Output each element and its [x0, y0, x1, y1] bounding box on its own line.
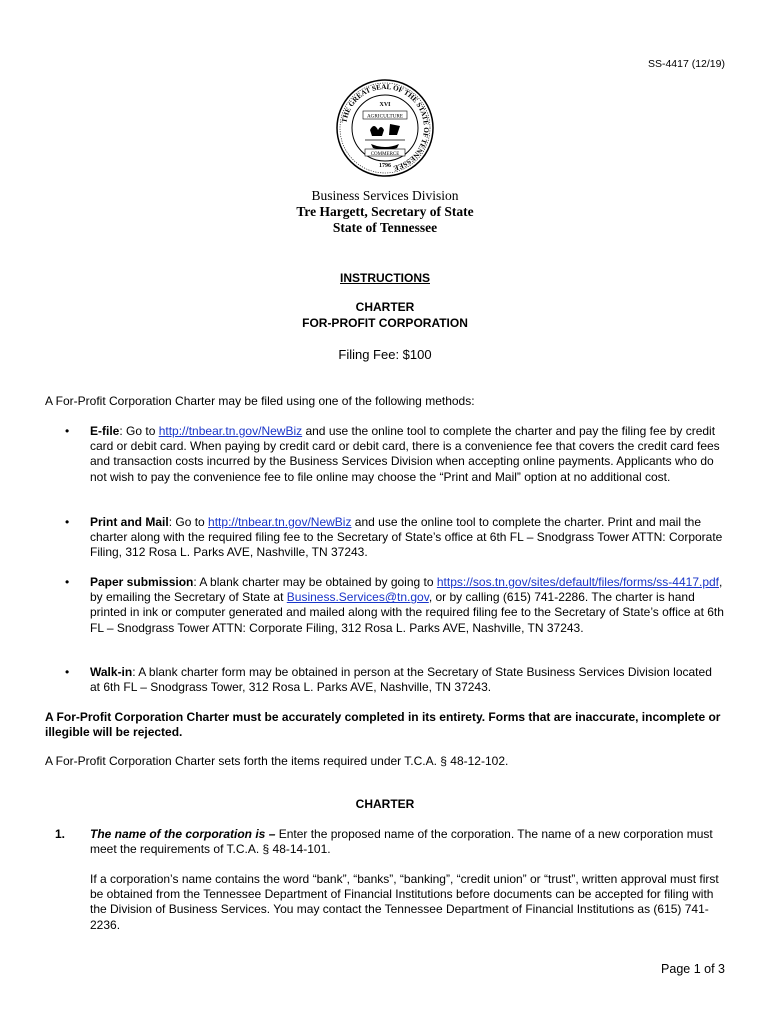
item-question: The name of the corporation is –	[90, 827, 276, 841]
email-link[interactable]: Business.Services@tn.gov	[286, 590, 429, 605]
statute-text: A For-Profit Corporation Charter sets forth the items required under T.C.A. § 48-12-102.	[45, 754, 509, 768]
method-walkin	[65, 665, 725, 695]
form-pdf-link[interactable]: https://sos.tn.gov/sites/default/files/forms/ss-4417.pdf	[436, 575, 720, 589]
item-text: Enter the proposed name of the corporation. The name of a new corporation must meet the requirements of T.C.A. § 48-14-101.	[90, 827, 713, 857]
header-block	[0, 188, 770, 236]
seal-agriculture: AGRICULTURE	[366, 113, 404, 120]
bullet-icon: •	[65, 515, 70, 529]
method-print-mail	[65, 515, 725, 561]
method-text: : Go to	[168, 515, 209, 529]
method-text: : A blank charter may be obtained by going to	[193, 575, 437, 589]
instructions-heading: INSTRUCTIONS	[340, 271, 430, 285]
state-name: State of Tennessee	[332, 220, 438, 235]
method-text: and use the online tool to complete the charter. Print and mail the charter along with the required filing fee to the Secretary of State’s office at 6th FL – Snodgrass Tower ATTN: Corporate Filing, 312 Rosa L. Parks AVE, Nashville, TN 37243.	[90, 515, 723, 560]
warning-text: A For-Profit Corporation Charter must be accurately completed in its entirety. Forms that are inaccurate, incomplete or illegible will be rejected.	[45, 710, 721, 740]
page-number: Page 1 of 3	[661, 962, 725, 976]
svg-text:THE GREAT SEAL OF THE STATE OF	[340, 83, 430, 172]
method-efile	[65, 424, 725, 485]
form-title-line1: CHARTER	[355, 300, 415, 314]
intro-text: A For-Profit Corporation Charter may be filed using one of the following methods:	[45, 394, 475, 408]
bullet-icon: •	[65, 575, 70, 589]
seal-commerce: COMMERCE	[370, 151, 400, 157]
seal-roman: XVI	[379, 102, 391, 108]
charter-heading: CHARTER	[355, 797, 415, 811]
form-id: SS-4417 (12/19)	[647, 58, 725, 70]
form-title-line2: FOR-PROFIT CORPORATION	[302, 316, 468, 330]
bullet-icon: •	[65, 424, 70, 438]
method-label: E-file	[90, 424, 120, 438]
item-note: If a corporation’s name contains the word “bank”, “banks”, “banking”, “credit union” or “trust”, written approval must first be obtained from the Tennessee Department of Financial Institutions before documents can be accepted for filing with the Division of Business Services. You may contact the Tennessee Department of Financial Institutions as (615) 741-2236.	[90, 872, 719, 932]
method-label: Walk-in	[90, 665, 133, 679]
secretary-name: Tre Hargett, Secretary of State	[296, 204, 474, 219]
seal-outer-text: THE GREAT SEAL OF THE STATE OF TENNESSEE	[340, 82, 431, 172]
seal-year: 1796	[379, 163, 391, 169]
division-name: Business Services Division	[311, 188, 459, 203]
filing-fee: Filing Fee: $100	[338, 347, 432, 362]
method-text: , by emailing the Secretary of State at	[90, 575, 723, 605]
item-number: 1.	[55, 827, 66, 841]
method-text: : Go to	[119, 424, 159, 438]
method-text: , or by calling (615) 741-2286. The charter is hand printed in ink or computer generated and mailed along with the required filing fee to the Secretary of State’s office at 6th FL – Snodgrass Tower ATTN: Corporate Filing, 312 Rosa L. Parks AVE, Nashville, TN 37243.	[90, 590, 724, 635]
tennessee-state-seal-icon	[335, 78, 435, 178]
charter-item-1	[55, 827, 725, 857]
newbiz-link[interactable]: http://tnbear.tn.gov/NewBiz	[158, 424, 303, 438]
method-text: : A blank charter form may be obtained in person at the Secretary of State Business Services Division located at 6th FL – Snodgrass Tower, 312 Rosa L. Parks AVE, Nashville, TN 37243.	[90, 665, 712, 695]
method-paper	[65, 575, 725, 636]
bullet-icon: •	[65, 665, 70, 679]
method-label: Print and Mail	[90, 515, 169, 529]
method-label: Paper submission	[90, 575, 194, 589]
newbiz-link[interactable]: http://tnbear.tn.gov/NewBiz	[208, 515, 352, 529]
method-text: and use the online tool to complete the charter and pay the filing fee by credit card or debit card. When paying by credit card or debit card, there is a convenience fee that covers the credit card fees and transaction costs incurred by the Business Services Division when accepting online payments. Applicants who do not wish to pay the convenience fee to file online may choose the “Print and Mail” option at no additional cost.	[90, 424, 720, 484]
